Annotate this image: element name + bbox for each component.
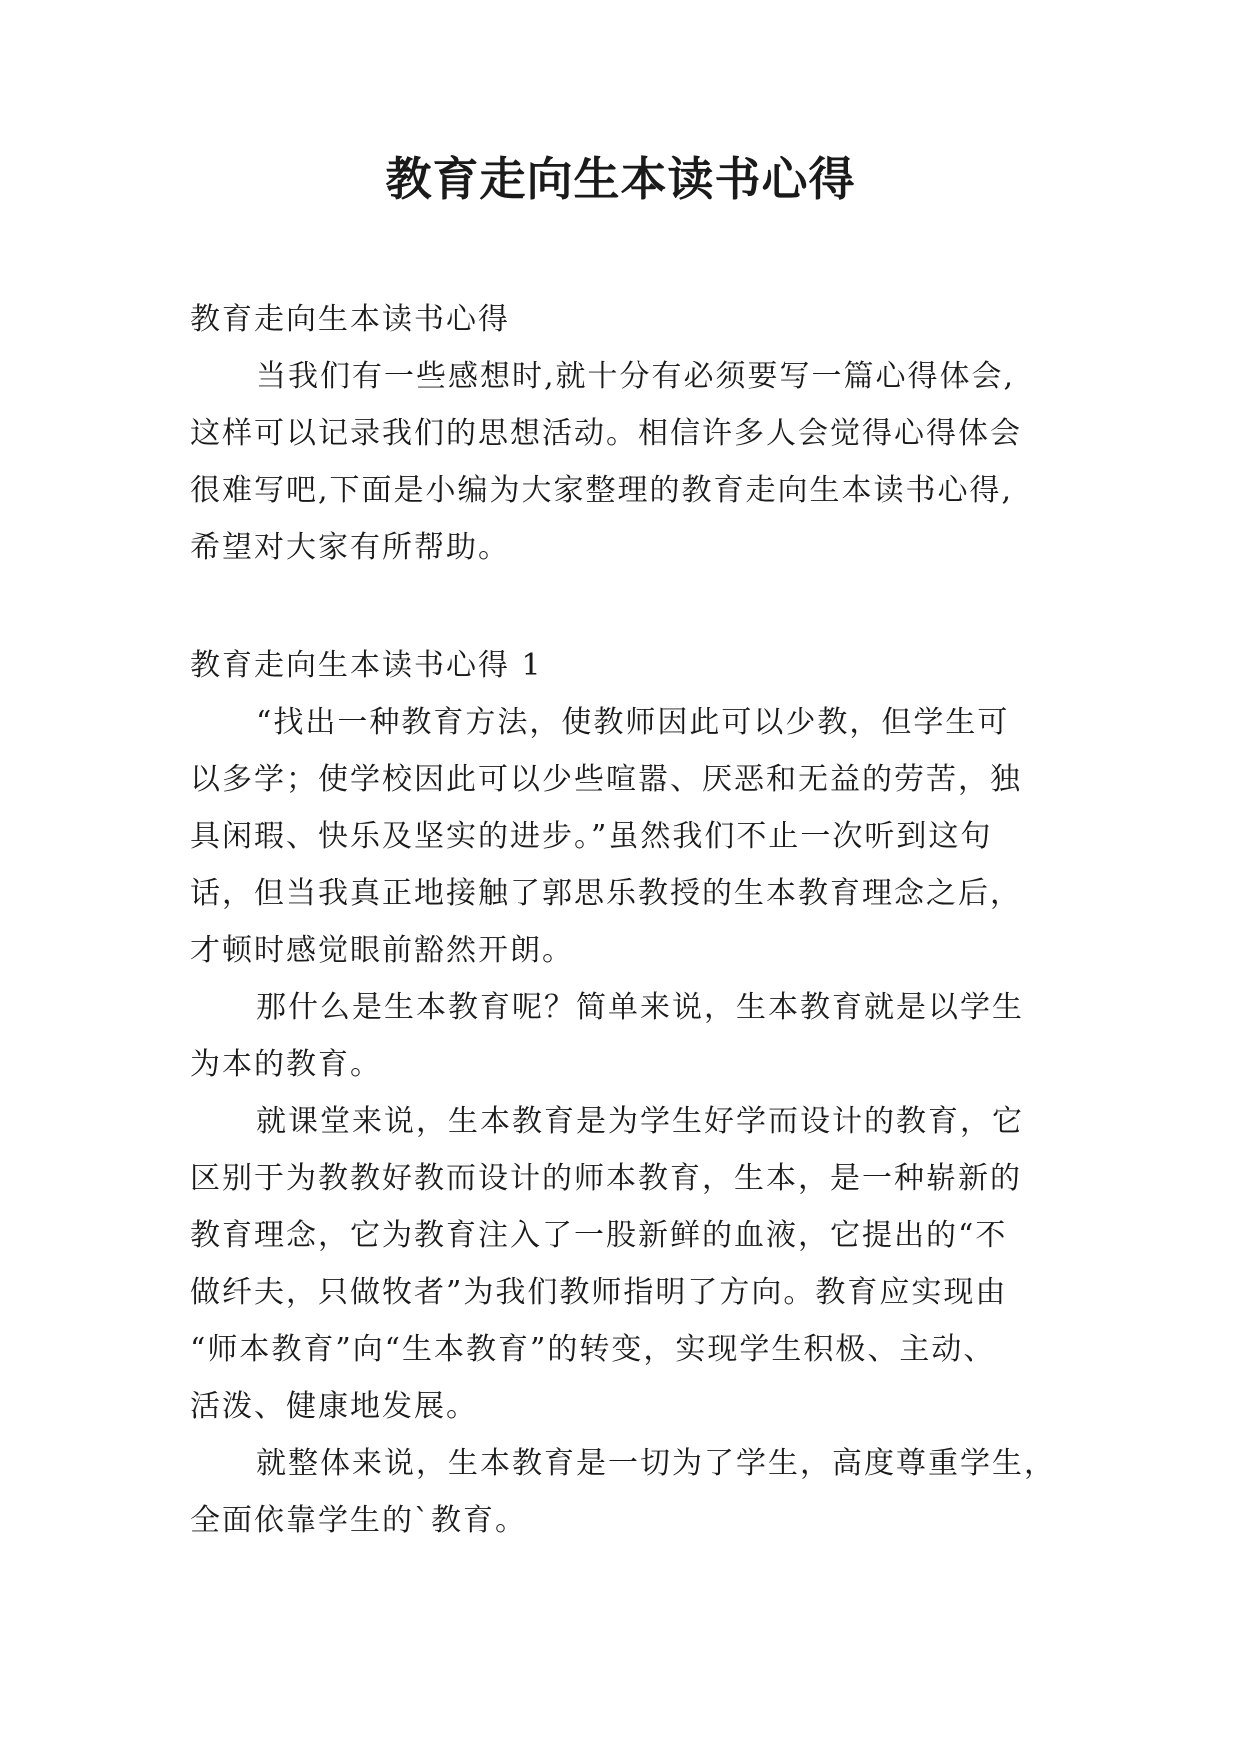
paragraph [190,694,1050,979]
paragraph-line: 才顿时感觉眼前豁然开朗。 [190,933,574,968]
section-heading: 教育走向生本读书心得 1 [190,648,543,683]
paragraph-line: 全面依靠学生的`教育。 [190,1503,527,1538]
paragraph-line: 为本的教育。 [190,1047,382,1082]
paragraph-line: 希望对大家有所帮助。 [190,530,510,565]
paragraph-line: 做纤夫，只做牧者”为我们教师指明了方向。教育应实现由 [190,1275,1008,1310]
paragraph-line: 话，但当我真正地接触了郭思乐教授的生本教育理念之后， [190,876,1022,911]
paragraph-line: “找出一种教育方法，使教师因此可以少教，但学生可 [256,705,1010,740]
section-1 [190,637,1056,1549]
paragraph-line: 活泼、健康地发展。 [190,1389,478,1424]
intro-section [190,291,1050,576]
paragraph-line: 就整体来说，生本教育是一切为了学生，高度尊重学生， [256,1446,1056,1481]
paragraph-line: 以多学；使学校因此可以少些喧嚣、厌恶和无益的劳苦，独 [190,762,1022,797]
paragraph [190,1093,1050,1435]
paragraph-line: 区别于为教教好教而设计的师本教育，生本，是一种崭新的 [190,1161,1022,1196]
paragraph [190,979,1050,1093]
intro-heading: 教育走向生本读书心得 [190,302,510,337]
intro-paragraph [190,348,1050,576]
paragraph-line: 那什么是生本教育呢？简单来说，生本教育就是以学生 [256,990,1024,1025]
paragraph-line: 当我们有一些感想时,就十分有必须要写一篇心得体会, [256,359,1016,394]
paragraph-line: 很难写吧,下面是小编为大家整理的教育走向生本读书心得, [190,473,1014,508]
paragraph-line: 这样可以记录我们的思想活动。相信许多人会觉得心得体会 [190,416,1022,451]
paragraph-line: 就课堂来说，生本教育是为学生好学而设计的教育，它 [256,1104,1024,1139]
paragraph [190,1435,1056,1549]
paragraph-line: “师本教育”向“生本教育”的转变，实现学生积极、主动、 [190,1332,996,1367]
paragraph-line: 教育理念，它为教育注入了一股新鲜的血液，它提出的“不 [190,1218,1008,1253]
document-title: 教育走向生本读书心得 [385,152,856,206]
paragraph-line: 具闲瑕、快乐及坚实的进步。”虽然我们不止一次听到这句 [190,819,993,854]
